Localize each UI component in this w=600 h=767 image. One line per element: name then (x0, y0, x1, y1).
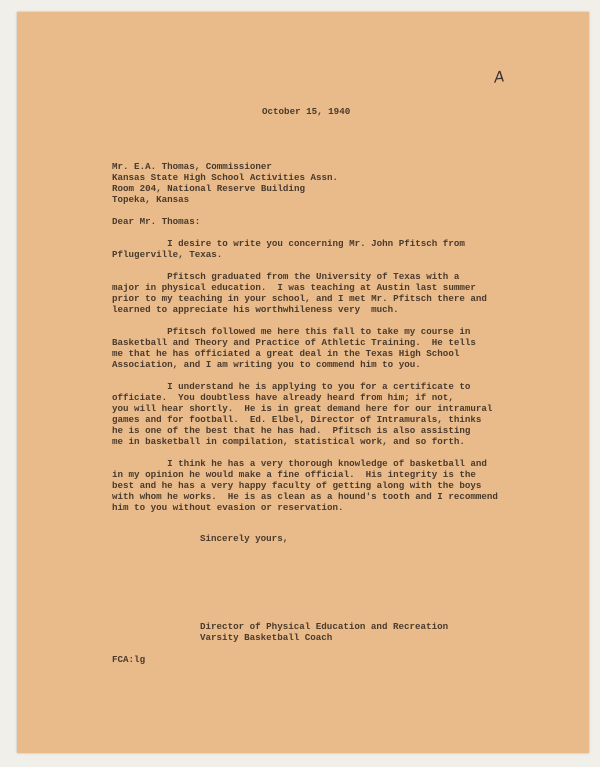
address-line: Mr. E.A. Thomas, Commissioner (112, 161, 272, 172)
text-line: officiate. You doubtless have already heard from him; if not, (112, 392, 454, 403)
text-line: me that he has officiated a great deal in the Texas High School (112, 348, 460, 359)
address-line: Topeka, Kansas (112, 194, 190, 205)
handwritten-mark: A (492, 67, 506, 87)
text-line: I think he has a very thorough knowledge of basketball and (112, 458, 487, 469)
paragraph-1 (112, 238, 465, 260)
paragraph-4 (112, 381, 492, 447)
address-line: Kansas State High School Activities Assn. (112, 172, 339, 183)
text-line: me in basketball in compilation, statistical work, and so forth. (112, 436, 465, 447)
text-line: prior to my teaching in your school, and I met Mr. Pfitsch there and (112, 293, 487, 304)
text-line: best and he has a very happy faculty of getting along with the boys (112, 480, 482, 491)
text-line: Basketball and Theory and Practice of Athletic Training. He tells (112, 337, 476, 348)
text-line: with whom he works. He is as clean as a hound's tooth and I recommend (112, 491, 498, 502)
title-line: Director of Physical Education and Recreation (200, 621, 449, 632)
text-line: him to you without evasion or reservation. (112, 502, 344, 513)
text-line: Pflugerville, Texas. (112, 249, 223, 260)
closing: Sincerely yours, (200, 533, 289, 544)
salutation: Dear Mr. Thomas: (112, 216, 201, 227)
text-line: learned to appreciate his worthwhileness very much. (112, 304, 399, 315)
text-line: you will hear shortly. He is in great demand here for our intramural (112, 403, 493, 414)
text-line: Pfitsch graduated from the University of Texas with a (112, 271, 460, 282)
paragraph-5 (112, 458, 498, 513)
text-line: in my opinion he would make a fine official. His integrity is the (112, 469, 476, 480)
paragraph-2 (112, 271, 487, 315)
paragraph-3 (112, 326, 476, 370)
text-line: he is one of the best that he has had. Pfitsch is also assisting (112, 425, 471, 436)
text-line: Association, and I am writing you to commend him to you. (112, 359, 421, 370)
address-line: Room 204, National Reserve Building (112, 183, 305, 194)
text-line: I desire to write you concerning Mr. John Pfitsch from (112, 238, 465, 249)
letter-page (17, 12, 589, 753)
recipient-address (112, 161, 338, 205)
title-line: Varsity Basketball Coach (200, 632, 333, 643)
text-line: I understand he is applying to you for a certificate to (112, 381, 471, 392)
letter-date: October 15, 1940 (262, 106, 351, 117)
signature-title (200, 621, 448, 643)
typist-initials: FCA:lg (112, 654, 146, 665)
text-line: major in physical education. I was teaching at Austin last summer (112, 282, 476, 293)
text-line: games and for football. Ed. Elbel, Director of Intramurals, thinks (112, 414, 482, 425)
text-line: Pfitsch followed me here this fall to take my course in (112, 326, 471, 337)
